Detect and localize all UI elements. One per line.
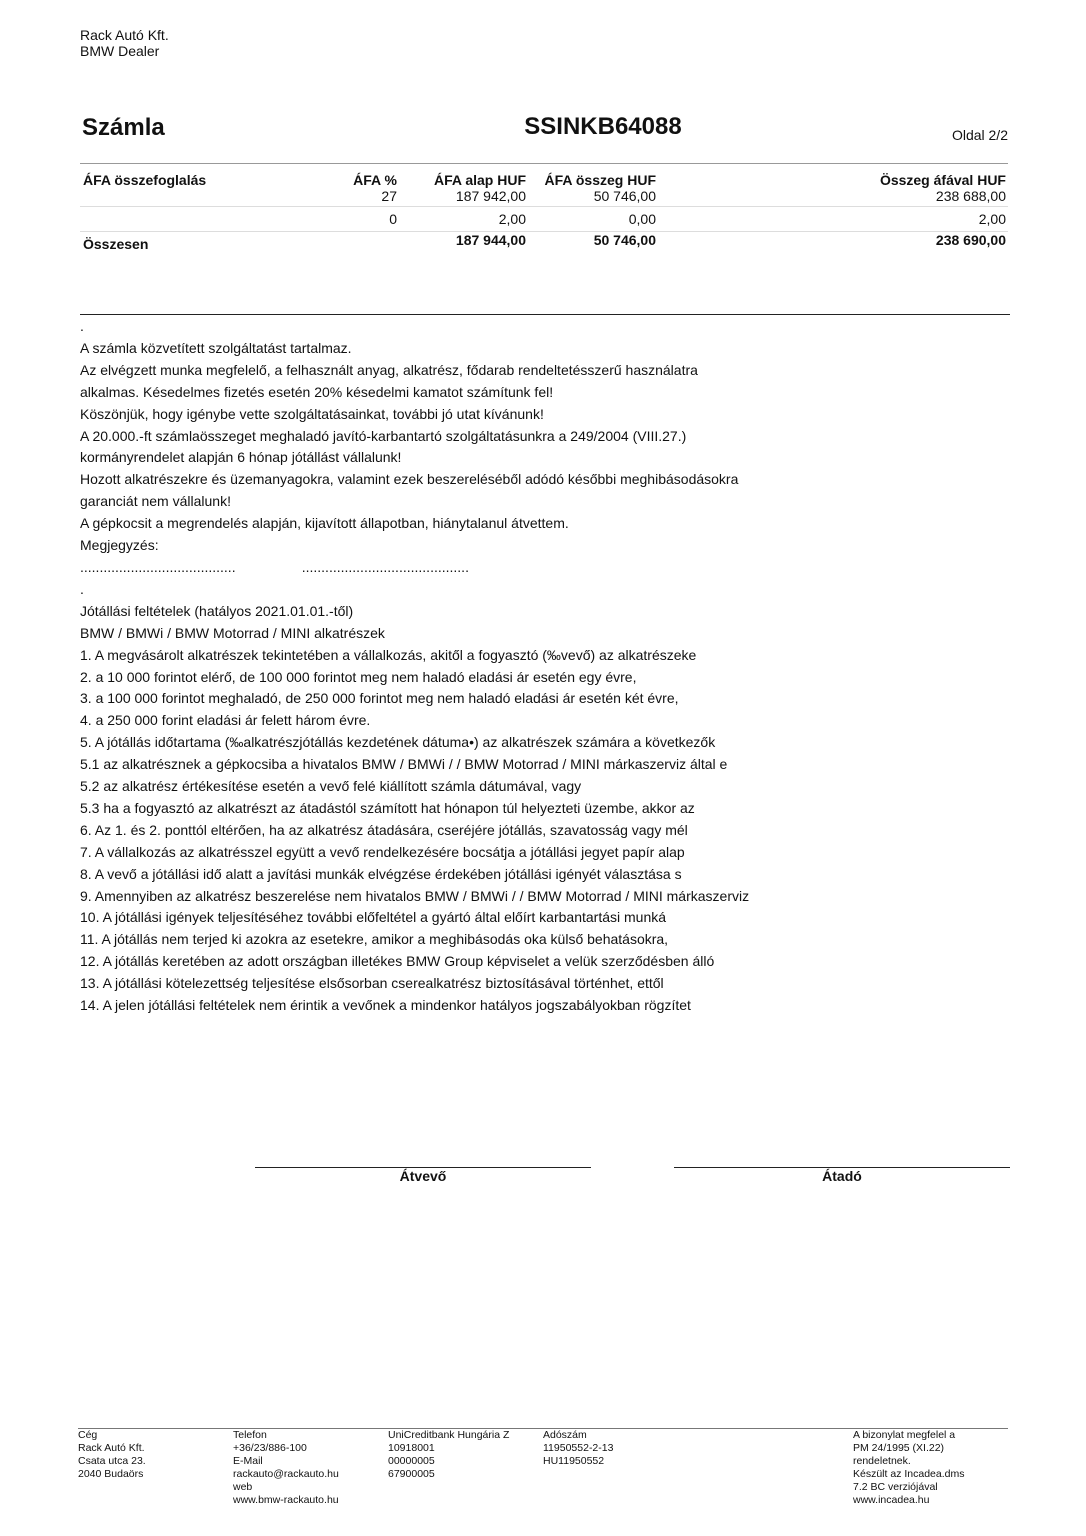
document-title: Számla <box>82 114 165 141</box>
col-header-vat-base: ÁFA alap HUF <box>433 172 526 188</box>
note-line: kormányrendelet alapján 6 hónap jótállást vállalunk! <box>80 449 402 466</box>
footer-text: Cég <box>78 1429 98 1441</box>
note-line: 12. A jótállás keretében az adott országban illetékes BMW Group képviselet a velük szerződésben álló <box>80 953 715 970</box>
vat-rate: 27 <box>381 188 397 204</box>
note-line: alkalmas. Késedelmes fizetés esetén 20% késedelmi kamatot számítunk fel! <box>80 383 554 400</box>
note-line: 2. a 10 000 forintot elérő, de 100 000 forintot meg nem haladó eladási ár esetén egy évre, <box>80 668 637 685</box>
note-line: 14. A jelen jótállási feltételek nem érintik a vevőnek a mindenkor hatályos jogszabályokban rögzítet <box>80 997 691 1014</box>
footer-text: www.incadea.hu <box>853 1493 930 1506</box>
total-gross: 238 690,00 <box>935 232 1006 248</box>
vat-rate: 0 <box>389 211 397 227</box>
vat-base: 2,00 <box>498 211 526 227</box>
footer-text: Rack Autó Kft. <box>78 1441 145 1454</box>
note-line: Jótállási feltételek (hatályos 2021.01.01.-től) <box>80 602 354 619</box>
signature-label-handover: Átadó <box>822 1168 862 1184</box>
note-line: 8. A vevő a jótállási idő alatt a javítási munkák elvégzése érdekében jótállási igényét választása s <box>80 865 682 882</box>
divider <box>80 163 1008 164</box>
note-line: 5.2 az alkatrész értékesítése esetén a vevő felé kiállított számla dátumával, vagy <box>80 778 582 795</box>
note-line: 6. Az 1. és 2. ponttól eltérően, ha az alkatrész átadására, cseréjére jótállás, szavatosság vagy mél <box>80 821 688 838</box>
footer-text: Adószám <box>543 1429 587 1441</box>
note-line: Az elvégzett munka megfelelő, a felhasznált anyag, alkatrész, fődarab rendeltetésszerű használatra <box>80 361 698 378</box>
note-line: Megjegyzés: <box>80 537 159 554</box>
footer-text: www.bmw-rackauto.hu <box>233 1493 339 1506</box>
gross-amount: 238 688,00 <box>935 188 1006 204</box>
col-header-vat-amount: ÁFA összeg HUF <box>544 172 656 188</box>
note-line: Hozott alkatrészekre és üzemanyagokra, valamint ezek beszereléséből adódó későbbi meghibásodásokra <box>80 471 739 488</box>
footer-text: 67900005 <box>388 1467 435 1480</box>
note-line: Köszönjük, hogy igénybe vette szolgáltatásainkat, további jó utat kívánunk! <box>80 405 544 422</box>
footer-text: 2040 Budaörs <box>78 1467 144 1480</box>
note-line: 5. A jótállás időtartama (‰alkatrészjótállás kezdetének dátuma•) az alkatrészek számára a következők <box>80 734 716 751</box>
footer-legal <box>853 1429 964 1506</box>
footer-text: web <box>233 1480 253 1493</box>
footer-text: +36/23/886-100 <box>233 1441 307 1454</box>
note-line: A számla közvetített szolgáltatást tartalmaz. <box>80 339 352 356</box>
note-line: ........................................ ........................................... <box>80 558 469 575</box>
col-header-vat-summary: ÁFA összefoglalás <box>83 172 207 188</box>
total-vat-base: 187 944,00 <box>455 232 526 248</box>
row-divider <box>80 206 1008 207</box>
note-line: . <box>80 318 84 334</box>
footer-text: Csata utca 23. <box>78 1454 146 1467</box>
footer-text: rendeletnek. <box>853 1454 911 1467</box>
terms-and-notes <box>80 316 980 1017</box>
footer-text: 00000005 <box>388 1454 435 1467</box>
note-line: 7. A vállalkozás az alkatrésszel együtt a vevő rendelkezésére bocsátja a jótállási jegyet papír alap <box>80 843 685 860</box>
total-label: Összesen <box>83 236 149 252</box>
footer-text: rackauto@rackauto.hu <box>233 1467 339 1480</box>
note-line: 9. Amennyiben az alkatrész beszerelése nem hivatalos BMW / BMWi / / BMW Motorrad / MINI márkaszerviz <box>80 887 750 904</box>
footer-text: UniCreditbank Hungária Z <box>388 1429 510 1441</box>
footer-text: A bizonylat megfelel a <box>853 1429 956 1441</box>
signature-label-receiver: Átvevő <box>399 1168 447 1184</box>
vat-amount: 50 746,00 <box>593 188 656 204</box>
footer-text: E-Mail <box>233 1454 263 1467</box>
footer-text: 10918001 <box>388 1441 435 1454</box>
footer-text: 7.2 BC verziójával <box>853 1480 938 1493</box>
footer-text: Telefon <box>233 1429 267 1441</box>
vat-base: 187 942,00 <box>455 188 526 204</box>
footer-bank <box>388 1429 509 1481</box>
note-line: garanciát nem vállalunk! <box>80 493 231 510</box>
note-line: 10. A jótállási igények teljesítéséhez további előfeltétel a gyártó által előírt karbantartási munká <box>80 909 667 926</box>
col-header-vat-rate: ÁFA % <box>353 172 397 188</box>
note-line: 5.1 az alkatrésznek a gépkocsiba a hivatalos BMW / BMWi / / BMW Motorrad / MINI márkaszerviz által e <box>80 756 728 773</box>
company-name: Rack Autó Kft. <box>80 27 169 43</box>
total-vat-amount: 50 746,00 <box>593 232 656 248</box>
page-indicator: Oldal 2/2 <box>951 127 1008 143</box>
footer-text: 11950552-2-13 <box>543 1441 614 1454</box>
note-line: A gépkocsit a megrendelés alapján, kijavított állapotban, hiánytalanul átvettem. <box>80 515 569 532</box>
row-divider <box>80 231 1008 232</box>
divider <box>80 314 1010 315</box>
note-line: 4. a 250 000 forint eladási ár felett három évre. <box>80 712 371 729</box>
footer-tax <box>543 1429 613 1468</box>
note-line: . <box>80 580 84 597</box>
note-line: 3. a 100 000 forintot meghaladó, de 250 000 forintot meg nem haladó eladási ár esetén két évre, <box>80 690 679 707</box>
footer-company <box>78 1429 146 1481</box>
company-header <box>80 27 169 59</box>
invoice-number: SSINKB64088 <box>524 113 682 140</box>
note-line: 1. A megvásárolt alkatrészek tekintetében a vállalkozás, akitől a fogyasztó (‰vevő) az alkatrészeke <box>80 646 697 663</box>
footer-text: PM 24/1995 (XI.22) <box>853 1441 945 1454</box>
gross-amount: 2,00 <box>978 211 1006 227</box>
note-line: 13. A jótállási kötelezettség teljesítése elsősorban cserealkatrész biztosításával történhet, ettől <box>80 975 664 992</box>
footer-text: HU11950552 <box>543 1454 605 1467</box>
note-line: A 20.000.-ft számlaösszeget meghaladó javító-karbantartó szolgáltatásunkra a 249/2004 (VIII.27.) <box>80 427 687 444</box>
company-subtitle: BMW Dealer <box>80 43 160 59</box>
footer-text: Készült az Incadea.dms <box>853 1467 965 1480</box>
col-header-gross: Összeg áfával HUF <box>879 172 1006 188</box>
vat-amount: 0,00 <box>628 211 656 227</box>
note-line: BMW / BMWi / BMW Motorrad / MINI alkatrészek <box>80 624 385 641</box>
note-line: 11. A jótállás nem terjed ki azokra az esetekre, amikor a meghibásodás oka külső behatásokra, <box>80 931 669 948</box>
footer-contact <box>233 1429 339 1506</box>
note-line: 5.3 ha a fogyasztó az alkatrészt az átadástól számított hat hónapon túl helyezteti üzembe, akkor az <box>80 799 695 816</box>
